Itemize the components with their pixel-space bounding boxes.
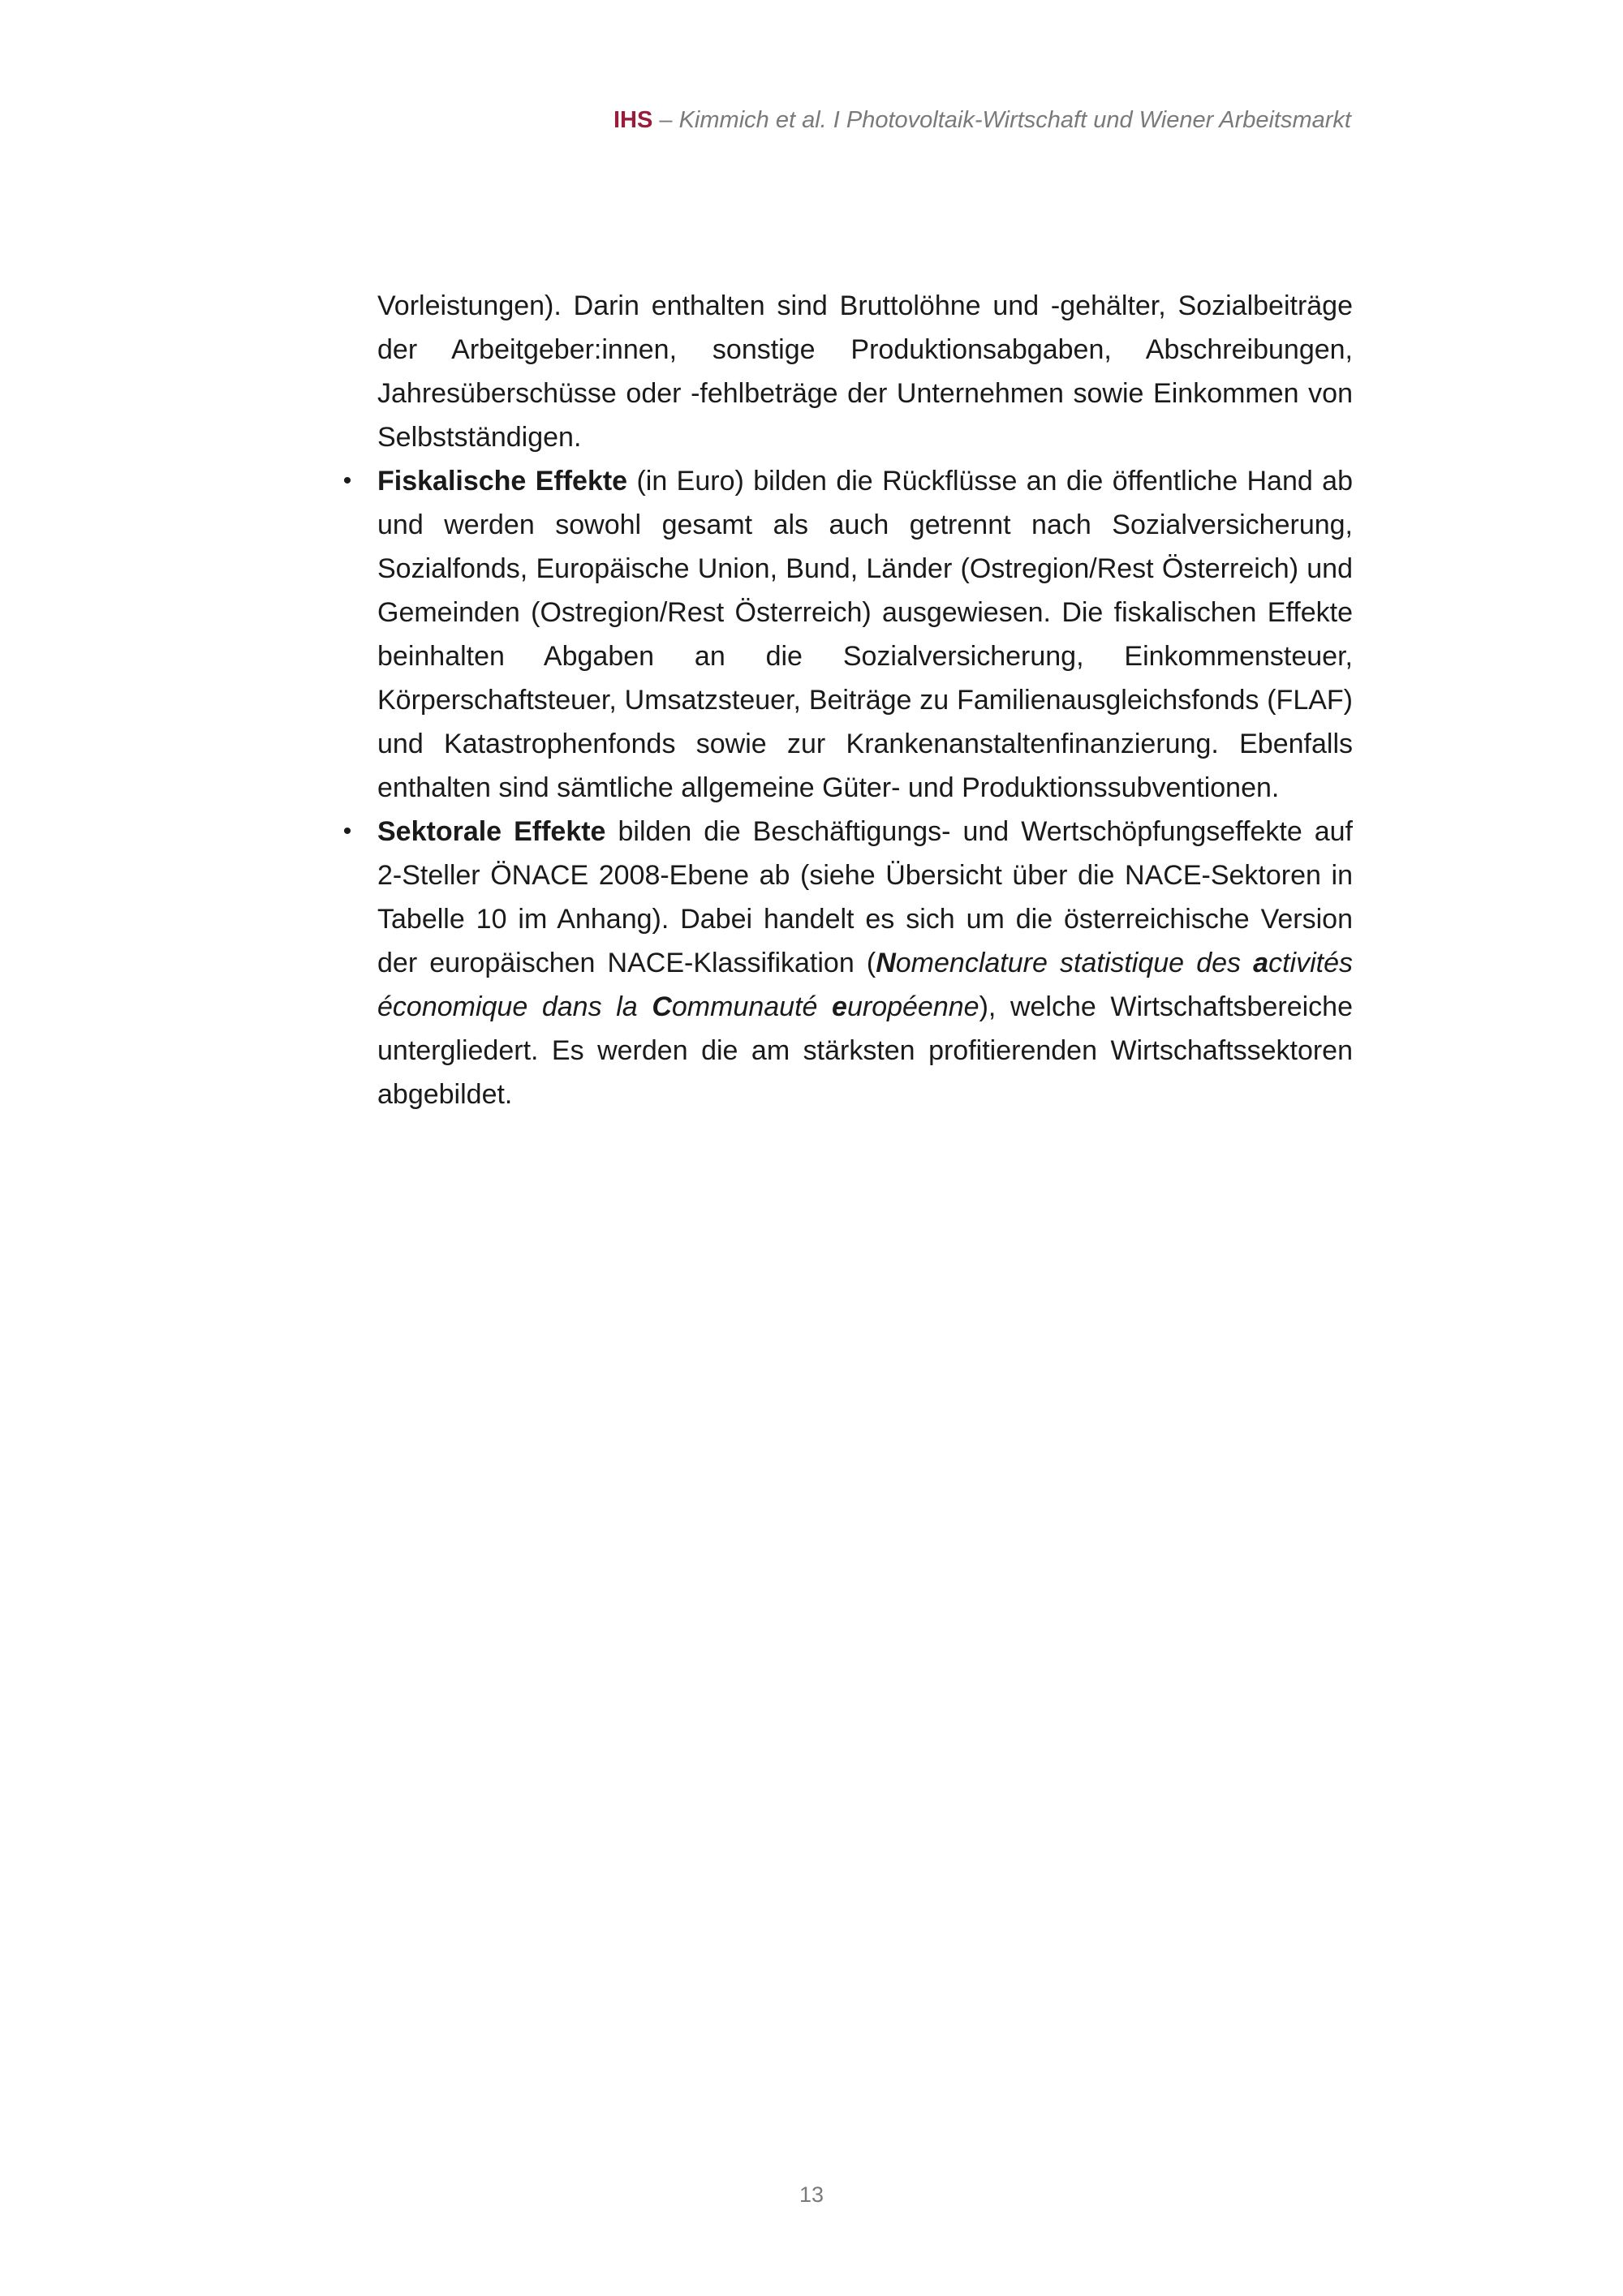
page-number: 13 [799, 2182, 824, 2207]
header-title: Kimmich et al. I Photovoltaik-Wirtschaft und Wiener Arbeitsmarkt [678, 107, 1351, 133]
sectoral-effects-text-before: bilden die Beschäftigungs- und Wertschöpfungseffekte auf 2-Steller ÖNACE 2008-Ebene ab (siehe Übersicht über die NACE-Sektoren in Tabelle 10 im Anhang). Dabei handelt es sich um die österreichische Version der europäischen NACE-Klassifikation ( [377, 816, 1354, 978]
nace-letter-c: C [652, 991, 672, 1022]
nace-part-n: omenclature statistique des [895, 948, 1254, 978]
nace-letter-a: a [1253, 948, 1269, 978]
bullet-sectoral-effects [342, 810, 1354, 1116]
nace-part-a: ctivités économique dans la [377, 948, 1353, 1022]
bullet-fiscal-effects [342, 459, 1353, 810]
bullet-icon: • [342, 818, 352, 845]
bullet-list [342, 459, 1354, 1116]
term-fiscal-effects: Fiskalische Effekte [377, 466, 628, 497]
body-content [342, 284, 1354, 1116]
running-header [613, 107, 1351, 134]
nace-part-c: ommunauté [671, 991, 833, 1022]
header-org: IHS [613, 107, 653, 133]
continuation-paragraph: Vorleistungen). Darin enthalten sind Bruttolöhne und -gehälter, Sozialbeiträge der Arbeitgeber:innen, sonstige Produktionsabgaben, Abschreibungen, Jahresüberschüsse oder -fehlbeträge der Unternehmen sowie Einkommen von Selbstständigen. [377, 290, 1353, 453]
nace-letter-e: e [832, 991, 847, 1022]
nace-part-e: uropéenne [846, 991, 979, 1022]
fiscal-effects-text: (in Euro) bilden die Rückflüsse an die öffentliche Hand ab und werden sowohl gesamt als auch getrennt nach Sozialversicherung, Sozialfonds, Europäische Union, Bund, Länder (Ostregion/Rest Österreich) und Gemeinden (Ostregion/Rest Österreich) ausgewiesen. Die fiskalischen Effekte beinhalten Abgaben an die Sozialversicherung, Einkommensteuer, Körperschaftsteuer, Umsatzsteuer, Beiträge zu Familienausgleichsfonds (FLAF) und Katastrophenfonds sowie zur Krankenanstaltenfinanzierung. Ebenfalls enthalten sind sämtliche allgemeine Güter- und Produktionssubventionen. [377, 466, 1353, 803]
bullet-icon: • [342, 467, 352, 494]
header-separator: – [652, 107, 679, 133]
term-sectoral-effects: Sektorale Effekte [377, 816, 606, 847]
sectoral-effects-text-after: ), welche Wirtschaftsbereiche untergliedert. Es werden die am stärksten profitierenden Wirtschaftssektoren abgebildet. [377, 991, 1353, 1110]
nace-letter-n: N [876, 948, 896, 978]
